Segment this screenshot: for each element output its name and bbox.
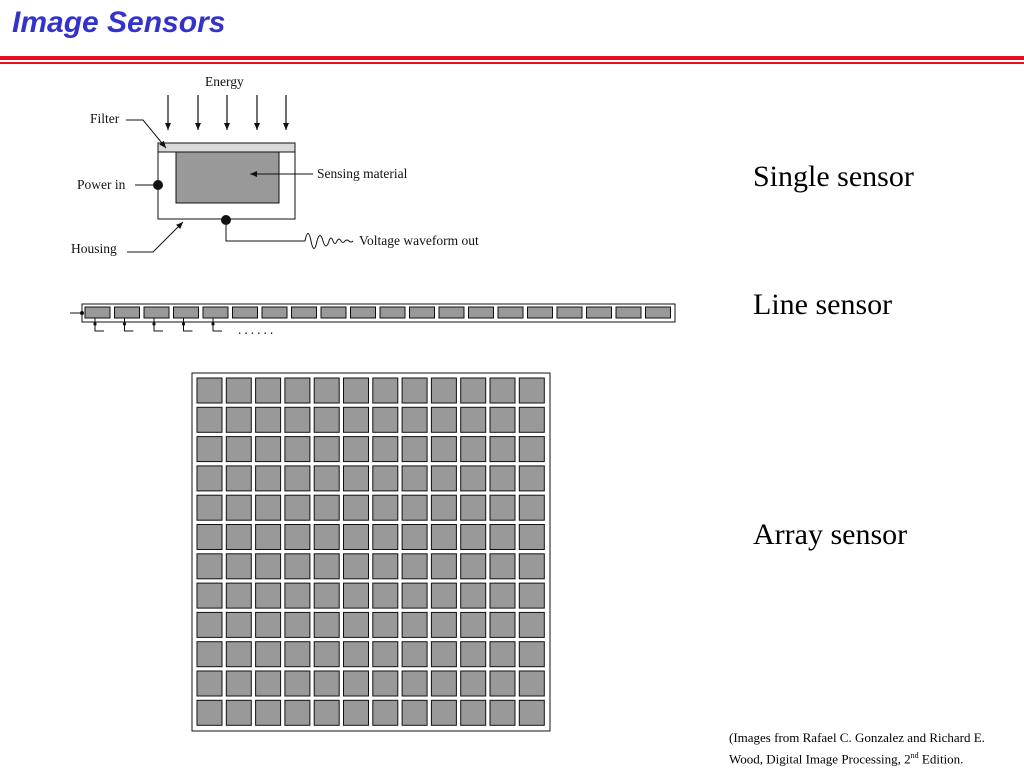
array-sensor-cell (256, 407, 281, 432)
array-sensor-cell (256, 525, 281, 550)
line-sensor-cell (233, 307, 258, 318)
array-sensor-cell (256, 612, 281, 637)
array-sensor-cell (344, 525, 369, 550)
array-sensor-cell (490, 378, 515, 403)
line-sensor-cell (410, 307, 435, 318)
array-sensor-cell (490, 525, 515, 550)
slide-title: Image Sensors (12, 6, 226, 39)
array-sensor-cell (373, 437, 398, 462)
array-sensor-cell (314, 525, 339, 550)
array-sensor-cell (373, 554, 398, 579)
array-sensor-cell (197, 554, 222, 579)
array-sensor-cell (314, 407, 339, 432)
array-sensor-cell (344, 612, 369, 637)
housing-label: Housing (71, 241, 117, 256)
array-sensor-cell (197, 437, 222, 462)
array-sensor-cell (461, 407, 486, 432)
array-sensor-cell (344, 583, 369, 608)
output-wire (226, 225, 305, 241)
array-sensor-cell (461, 671, 486, 696)
array-sensor-cell (373, 378, 398, 403)
array-sensor-cell (373, 495, 398, 520)
array-sensor-cell (490, 437, 515, 462)
line-sensor-cell (351, 307, 376, 318)
line-sensor-cell (498, 307, 523, 318)
array-sensor-cell (461, 437, 486, 462)
voltage-waveform (305, 234, 353, 249)
array-sensor-cell (285, 700, 310, 725)
array-sensor-cell (344, 437, 369, 462)
array-sensor-cell (461, 642, 486, 667)
array-sensor-cell (285, 437, 310, 462)
array-sensor-cell (256, 466, 281, 491)
array-sensor-cell (373, 700, 398, 725)
array-sensor-cell (490, 612, 515, 637)
array-sensor-cell (314, 378, 339, 403)
array-sensor-cell (490, 700, 515, 725)
line-sensor-cell (174, 307, 199, 318)
array-sensor-cell (461, 495, 486, 520)
array-sensor-cell (402, 525, 427, 550)
array-sensor-cell (519, 437, 544, 462)
array-sensor-cell (519, 612, 544, 637)
array-sensor-cell (490, 495, 515, 520)
array-sensor-cell (519, 466, 544, 491)
array-sensor-cell (402, 495, 427, 520)
array-sensor-cell (519, 642, 544, 667)
array-sensor-cell (490, 671, 515, 696)
array-sensor-cell (314, 612, 339, 637)
array-sensor-cell (519, 407, 544, 432)
array-sensor-cell (431, 495, 456, 520)
array-sensor-cell (431, 671, 456, 696)
array-sensor-cell (461, 583, 486, 608)
array-sensor-cell (402, 642, 427, 667)
array-sensor-cell (256, 437, 281, 462)
power-in-label: Power in (77, 177, 126, 192)
line-sensor-cell (616, 307, 641, 318)
array-sensor-cell (285, 466, 310, 491)
image-citation (729, 729, 1019, 768)
array-sensor-cell (490, 554, 515, 579)
array-sensor-cell (373, 642, 398, 667)
array-sensor-cell (197, 466, 222, 491)
line-sensor-cell (469, 307, 494, 318)
sensing-material-block (176, 152, 279, 203)
array-sensor-cell (226, 583, 251, 608)
array-sensor-cell (490, 642, 515, 667)
array-sensor-cell (519, 583, 544, 608)
array-sensor-cell (344, 407, 369, 432)
line-sensor-cell (439, 307, 464, 318)
array-sensor-cell (256, 378, 281, 403)
energy-label: Energy (205, 74, 244, 89)
array-sensor-cell (256, 671, 281, 696)
array-sensor-cell (197, 407, 222, 432)
array-sensor-cell (197, 642, 222, 667)
array-sensor-cell (519, 495, 544, 520)
array-sensor-cell (373, 407, 398, 432)
filter-label: Filter (90, 111, 120, 126)
array-sensor-cell (256, 583, 281, 608)
array-sensor-cell (256, 700, 281, 725)
line-sensor-cell (144, 307, 169, 318)
array-sensor-cell (402, 407, 427, 432)
line-sensor-cell (115, 307, 140, 318)
array-sensor-cell (373, 525, 398, 550)
line-sensor-cell (292, 307, 317, 318)
array-sensor-cell (461, 700, 486, 725)
array-sensor-cell (314, 642, 339, 667)
citation-superscript: nd (910, 751, 919, 760)
array-sensor-cell (402, 700, 427, 725)
array-sensor-cell (402, 554, 427, 579)
array-sensor-cell (197, 583, 222, 608)
array-sensor-cell (285, 554, 310, 579)
array-sensor-cell (373, 612, 398, 637)
line-sensor-label: Line sensor (753, 288, 893, 321)
single-sensor-diagram (71, 74, 479, 256)
array-sensor-cell (226, 700, 251, 725)
array-sensor-cell (285, 612, 310, 637)
array-sensor-cell (285, 407, 310, 432)
line-sensor-cell (528, 307, 553, 318)
array-sensor-cell (226, 407, 251, 432)
line-sensor-cell (321, 307, 346, 318)
array-sensor-cell (285, 525, 310, 550)
array-sensor-cell (197, 378, 222, 403)
array-sensor-cell (431, 642, 456, 667)
array-sensor-cell (314, 583, 339, 608)
array-sensor-cell (519, 700, 544, 725)
array-sensor-cell (402, 671, 427, 696)
array-sensor-cell (490, 407, 515, 432)
array-sensor-cell (314, 554, 339, 579)
citation-text: (Images from Rafael C. Gonzalez and Richard E. Wood, Digital Image Processing, 2 (729, 730, 985, 767)
line-sensor-cell (380, 307, 405, 318)
single-sensor-label: Single sensor (753, 160, 914, 193)
array-sensor-cell (431, 525, 456, 550)
line-sensor-cell (557, 307, 582, 318)
array-sensor-cell (226, 378, 251, 403)
array-sensor-cell (226, 495, 251, 520)
array-sensor-cell (402, 466, 427, 491)
line-sensor-cell (587, 307, 612, 318)
array-sensor-cell (285, 671, 310, 696)
array-sensor-cell (431, 554, 456, 579)
housing-leader (127, 222, 183, 252)
array-sensor-cell (197, 700, 222, 725)
array-sensor-cell (197, 671, 222, 696)
sensor-filter (158, 143, 295, 152)
array-sensor-cell (314, 495, 339, 520)
array-sensor-diagram (192, 373, 550, 731)
array-sensor-cell (285, 583, 310, 608)
array-sensor-cell (256, 554, 281, 579)
array-sensor-cell (197, 525, 222, 550)
output-terminal (221, 215, 231, 225)
array-sensor-cell (314, 466, 339, 491)
array-sensor-cell (519, 525, 544, 550)
array-sensor-cell (519, 671, 544, 696)
array-sensor-cell (461, 612, 486, 637)
array-sensor-cell (431, 583, 456, 608)
array-sensor-cell (344, 554, 369, 579)
array-sensor-cell (226, 671, 251, 696)
array-sensor-cell (490, 583, 515, 608)
line-sensor-ellipsis: ...... (238, 322, 277, 337)
array-sensor-cell (373, 466, 398, 491)
array-sensor-cell (431, 407, 456, 432)
line-sensor-diagram (70, 304, 675, 337)
array-sensor-cell (285, 378, 310, 403)
energy-arrows (168, 95, 286, 130)
citation-text-end: Edition. (918, 751, 964, 767)
array-sensor-cell (256, 495, 281, 520)
array-sensor-cell (431, 700, 456, 725)
array-sensor-cell (461, 466, 486, 491)
array-sensor-cell (314, 671, 339, 696)
power-in-terminal (153, 180, 163, 190)
array-sensor-cell (344, 671, 369, 696)
array-sensor-cell (519, 554, 544, 579)
array-sensor-cell (344, 700, 369, 725)
array-sensor-cell (314, 437, 339, 462)
array-sensor-cell (402, 612, 427, 637)
line-sensor-cell (646, 307, 671, 318)
array-sensor-cell (461, 525, 486, 550)
array-sensor-cell (344, 466, 369, 491)
array-sensor-cell (402, 437, 427, 462)
line-sensor-cell (85, 307, 110, 318)
array-sensor-label: Array sensor (753, 518, 908, 551)
array-sensor-cell (344, 378, 369, 403)
array-sensor-cell (490, 466, 515, 491)
array-sensor-cell (344, 495, 369, 520)
array-sensor-cell (461, 554, 486, 579)
array-sensor-cell (431, 466, 456, 491)
array-sensor-cell (519, 378, 544, 403)
sensing-material-label: Sensing material (317, 166, 408, 181)
array-sensor-cell (285, 642, 310, 667)
array-sensor-cell (373, 671, 398, 696)
array-sensor-cell (402, 378, 427, 403)
line-sensor-cell (203, 307, 228, 318)
array-sensor-cell (373, 583, 398, 608)
array-sensor-cell (226, 466, 251, 491)
array-sensor-cell (314, 700, 339, 725)
line-sensor-cell (262, 307, 287, 318)
voltage-out-label: Voltage waveform out (359, 233, 479, 248)
array-sensor-cell (344, 642, 369, 667)
array-sensor-cell (226, 612, 251, 637)
array-sensor-cell (197, 495, 222, 520)
array-sensor-cell (431, 437, 456, 462)
array-sensor-cell (226, 525, 251, 550)
array-sensor-cell (226, 437, 251, 462)
array-sensor-cell (402, 583, 427, 608)
array-sensor-cell (256, 642, 281, 667)
array-sensor-cell (285, 495, 310, 520)
array-sensor-cell (197, 612, 222, 637)
array-sensor-cell (226, 642, 251, 667)
array-sensor-cell (226, 554, 251, 579)
array-sensor-cell (431, 612, 456, 637)
array-sensor-cell (461, 378, 486, 403)
array-sensor-cell (431, 378, 456, 403)
